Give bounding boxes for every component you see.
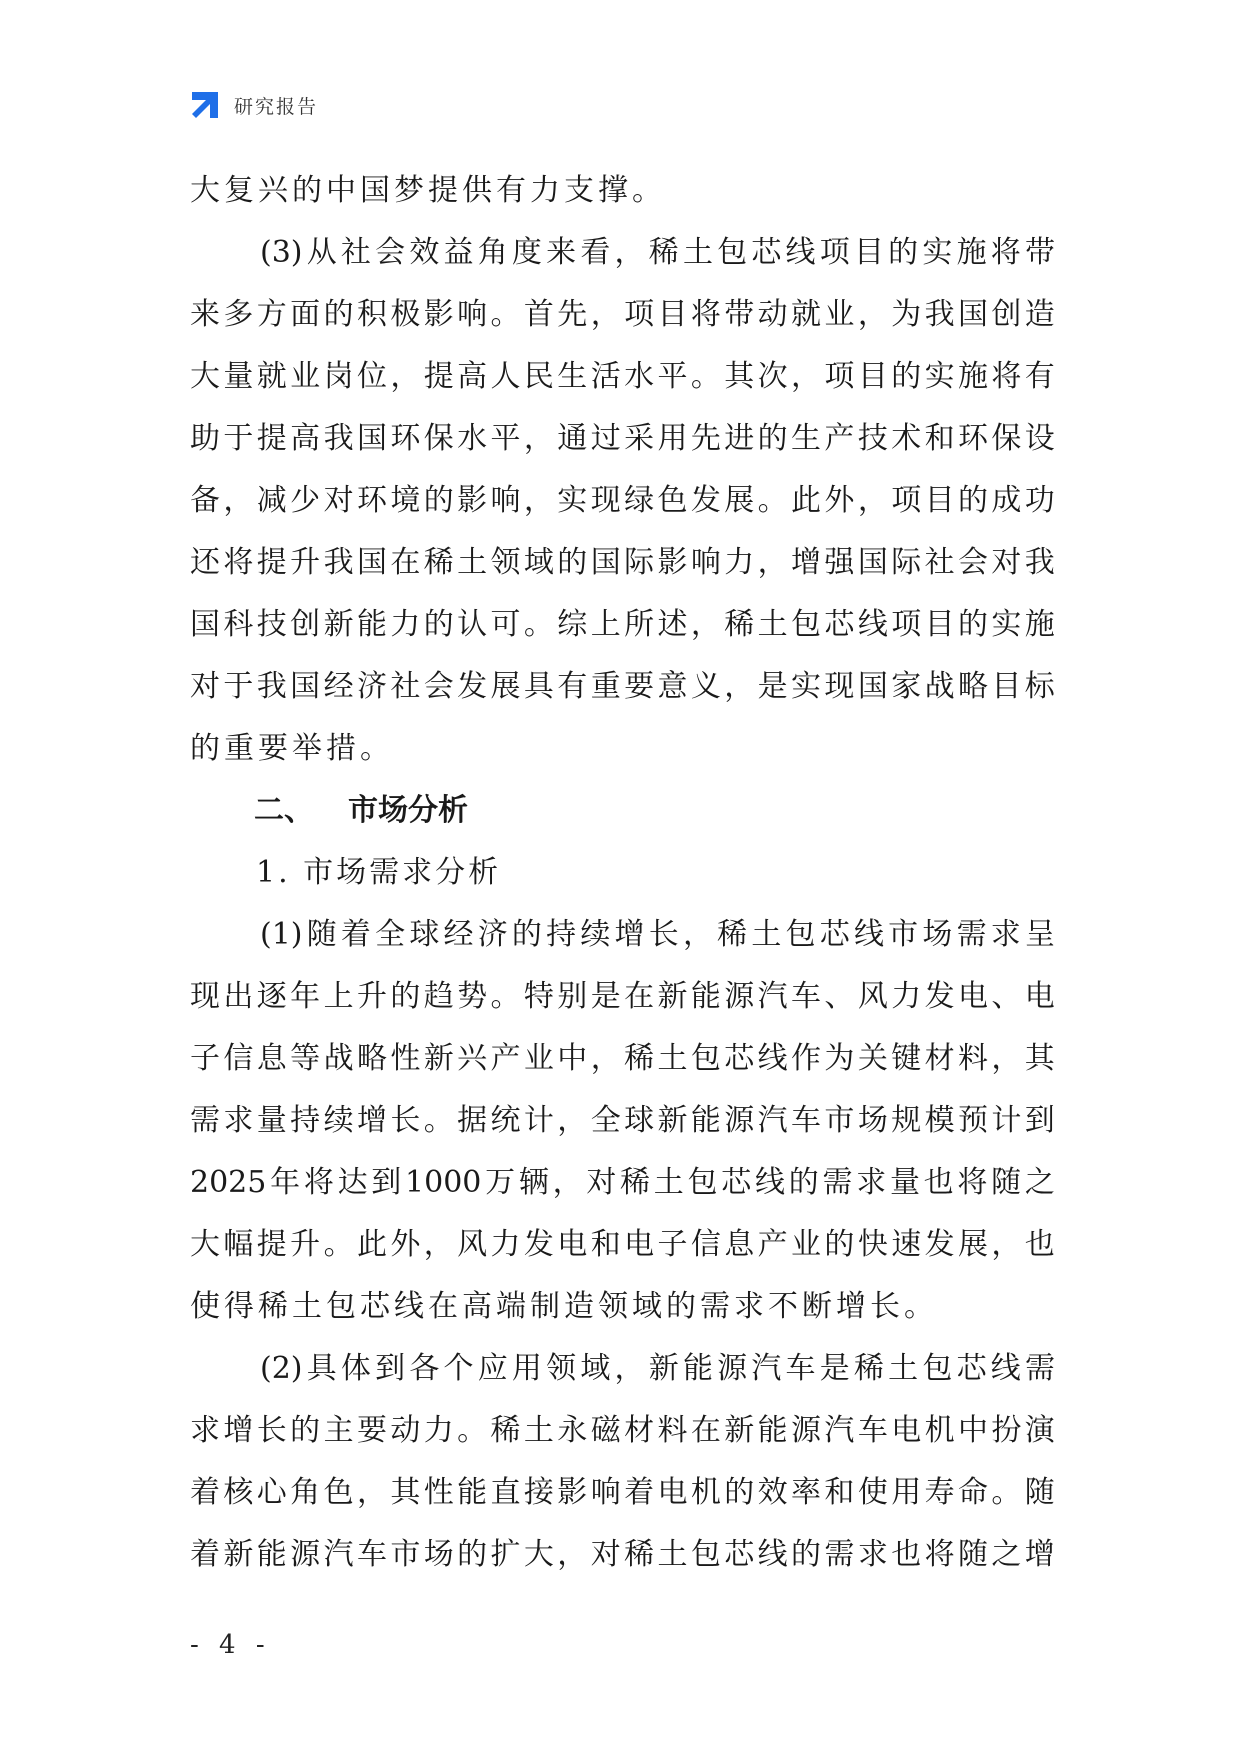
paragraph-line: 2025 年 将 达 到 1000 万 辆 ， 对 稀 土 包 芯 线 的 需 求 量 也 将 随 之 [190, 1165, 1055, 1200]
page-number: - 4 - [190, 1630, 271, 1660]
subsection-heading: 1. 市场需求分析 [256, 855, 502, 890]
paragraph-line: 备 ， 减 少 对 环 境 的 影 响 ， 实 现 绿 色 发 展 。 此 外 ， 项 目 的 成 功 [190, 483, 1055, 518]
section-title: 市场分析 [348, 793, 468, 828]
section-number: 二、 [254, 793, 314, 828]
paragraph-line: 着 新 能 源 汽 车 市 场 的 扩 大 ， 对 稀 土 包 芯 线 的 需 求 也 将 随 之 增 [190, 1537, 1055, 1572]
paragraph-line: 对 于 我 国 经 济 社 会 发 展 具 有 重 要 意 义 ， 是 实 现 国 家 战 略 目 标 [190, 669, 1055, 704]
paragraph-line: 需 求 量 持 续 增 长 。 据 统 计 ， 全 球 新 能 源 汽 车 市 场 规 模 预 计 到 [190, 1103, 1055, 1138]
paragraph-line: 大 量 就 业 岗 位 ， 提 高 人 民 生 活 水 平 。 其 次 ， 项 目 的 实 施 将 有 [190, 359, 1055, 394]
paragraph-line: 助 于 提 高 我 国 环 保 水 平 ， 通 过 采 用 先 进 的 生 产 技 术 和 环 保 设 [190, 421, 1055, 456]
paragraph-line: 还 将 提 升 我 国 在 稀 土 领 域 的 国 际 影 响 力 ， 增 强 国 际 社 会 对 我 [190, 545, 1055, 580]
paragraph-line: 大复兴的中国梦提供有力支撑。 [190, 173, 666, 208]
header-title: 研究报告 [234, 95, 319, 118]
document-body [190, 160, 1055, 1586]
paragraph-line: 国 科 技 创 新 能 力 的 认 可 。 综 上 所 述 ， 稀 土 包 芯 线 项 目 的 实 施 [190, 607, 1055, 642]
paragraph-line: 求 增 长 的 主 要 动 力 。 稀 土 永 磁 材 料 在 新 能 源 汽 车 电 机 中 扮 演 [190, 1413, 1055, 1448]
paragraph-line: 的重要举措。 [190, 731, 394, 766]
paragraph-line: 现 出 逐 年 上 升 的 趋 势 。 特 别 是 在 新 能 源 汽 车 、 风 力 发 电 、 电 [190, 979, 1055, 1014]
paragraph-line: 使得稀土包芯线在高端制造领域的需求不断增长。 [190, 1289, 938, 1324]
paragraph-line: (2) 具 体 到 各 个 应 用 领 域 ， 新 能 源 汽 车 是 稀 土 包 芯 线 需 [260, 1351, 1055, 1386]
paragraph-line: 来 多 方 面 的 积 极 影 响 。 首 先 ， 项 目 将 带 动 就 业 ， 为 我 国 创 造 [190, 297, 1055, 332]
paragraph-line: (3) 从 社 会 效 益 角 度 来 看 ， 稀 土 包 芯 线 项 目 的 实 施 将 带 [260, 235, 1055, 270]
arrow-up-right-icon [188, 88, 222, 122]
document-header [188, 88, 318, 122]
paragraph-line: (1) 随 着 全 球 经 济 的 持 续 增 长 ， 稀 土 包 芯 线 市 场 需 求 呈 [260, 917, 1055, 952]
paragraph-line: 着 核 心 角 色 ， 其 性 能 直 接 影 响 着 电 机 的 效 率 和 使 用 寿 命 。 随 [190, 1475, 1055, 1510]
section-heading [190, 780, 1055, 842]
paragraph-line: 子 信 息 等 战 略 性 新 兴 产 业 中 ， 稀 土 包 芯 线 作 为 关 键 材 料 ， 其 [190, 1041, 1055, 1076]
paragraph-line: 大 幅 提 升 。 此 外 ， 风 力 发 电 和 电 子 信 息 产 业 的 快 速 发 展 ， 也 [190, 1227, 1055, 1262]
